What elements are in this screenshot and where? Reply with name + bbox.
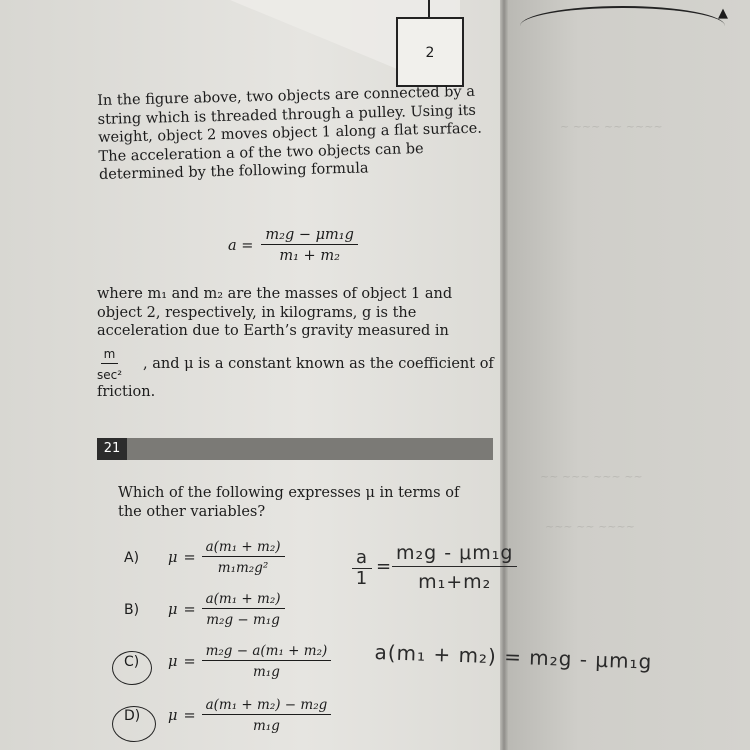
handwritten-denominator: m₁+m₂: [418, 571, 492, 593]
choice-lhs: μ: [168, 601, 178, 618]
choice-numerator: a(m₁ + m₂): [202, 590, 285, 609]
choice-fraction: [202, 696, 332, 735]
choice-equals: =: [183, 549, 196, 566]
formula-lhs: a =: [228, 237, 254, 254]
choice-denominator: m₁g: [252, 718, 280, 734]
passage-intro: In the figure above, two objects are connected by a string which is threaded through a pulley. Using its weight, object 2 moves object 1 along a flat surface. The acceleration a of the two objects can be determined by the following formula: [97, 83, 483, 183]
bleed-through-mark: ~~ ~~~ ~~~ ~~: [540, 470, 643, 483]
right-page: [505, 0, 750, 750]
choice-a[interactable]: [124, 538, 285, 577]
passage-definition: where m₁ and m₂ are the masses of object 1 and object 2, respectively, in kilograms, g is the acceleration due to Earth’s gravity measured in: [97, 286, 453, 339]
question-header-bar: [97, 438, 493, 460]
formula-denominator: m₁ + m₂: [279, 248, 340, 264]
handwritten-equals: =: [376, 556, 393, 577]
acceleration-formula: [228, 226, 358, 265]
bleed-through-mark: ~~~ ~~ ~~~~: [545, 520, 635, 533]
figure-object-2: [396, 17, 464, 87]
choice-denominator: m₁m₂g²: [217, 560, 269, 576]
formula-fraction: [261, 226, 357, 265]
choice-equals: =: [183, 653, 196, 670]
handwritten-line-2: a(m₁ + m₂) = m₂g - μm₁g: [374, 640, 653, 674]
choice-fraction: [202, 538, 285, 577]
unit-numerator: m: [101, 345, 119, 364]
object-2-label: 2: [425, 45, 435, 61]
choice-letter: D): [124, 707, 141, 724]
handwritten-fraction: [392, 542, 517, 593]
choice-fraction: [202, 642, 332, 681]
question-prompt: Which of the following expresses μ in terms of the other variables?: [118, 485, 460, 520]
handwritten-one: 1: [355, 568, 369, 589]
choice-b[interactable]: [124, 590, 285, 629]
book-spine: [500, 0, 508, 750]
unit-fraction: [97, 345, 122, 384]
triangle-arrow-icon: ▲: [718, 6, 728, 21]
handwritten-numerator: m₂g - μm₁g: [392, 542, 517, 567]
choice-letter: B): [124, 601, 140, 618]
handwritten-a-over-1: [352, 548, 372, 589]
choice-denominator: m₂g − m₁g: [206, 612, 280, 628]
choice-numerator: a(m₁ + m₂): [202, 538, 285, 557]
formula-numerator: m₂g − μm₁g: [261, 226, 357, 245]
choice-c-pencil-circle: [112, 651, 152, 685]
bleed-through-mark: ~ ~~~ ~~ ~~~~: [560, 120, 663, 133]
choice-letter: A): [124, 549, 140, 566]
choice-numerator: a(m₁ + m₂) − m₂g: [202, 696, 332, 715]
choice-equals: =: [183, 707, 196, 724]
choice-lhs: μ: [168, 707, 178, 724]
passage-definition-cont: , and μ is a constant known as the coefficient of: [143, 356, 494, 372]
question-number: 21: [97, 438, 127, 460]
choice-c[interactable]: [124, 642, 331, 681]
choice-denominator: m₁g: [252, 664, 280, 680]
choice-d-pencil-circle: [112, 706, 156, 742]
passage-definition-end: friction.: [97, 384, 156, 400]
handwritten-a: a: [352, 548, 372, 569]
choice-equals: =: [183, 601, 196, 618]
choice-letter: C): [124, 653, 140, 670]
choice-lhs: μ: [168, 549, 178, 566]
choice-numerator: m₂g − a(m₁ + m₂): [202, 642, 332, 661]
unit-denominator: sec²: [97, 368, 123, 382]
choice-lhs: μ: [168, 653, 178, 670]
choice-fraction: [202, 590, 285, 629]
